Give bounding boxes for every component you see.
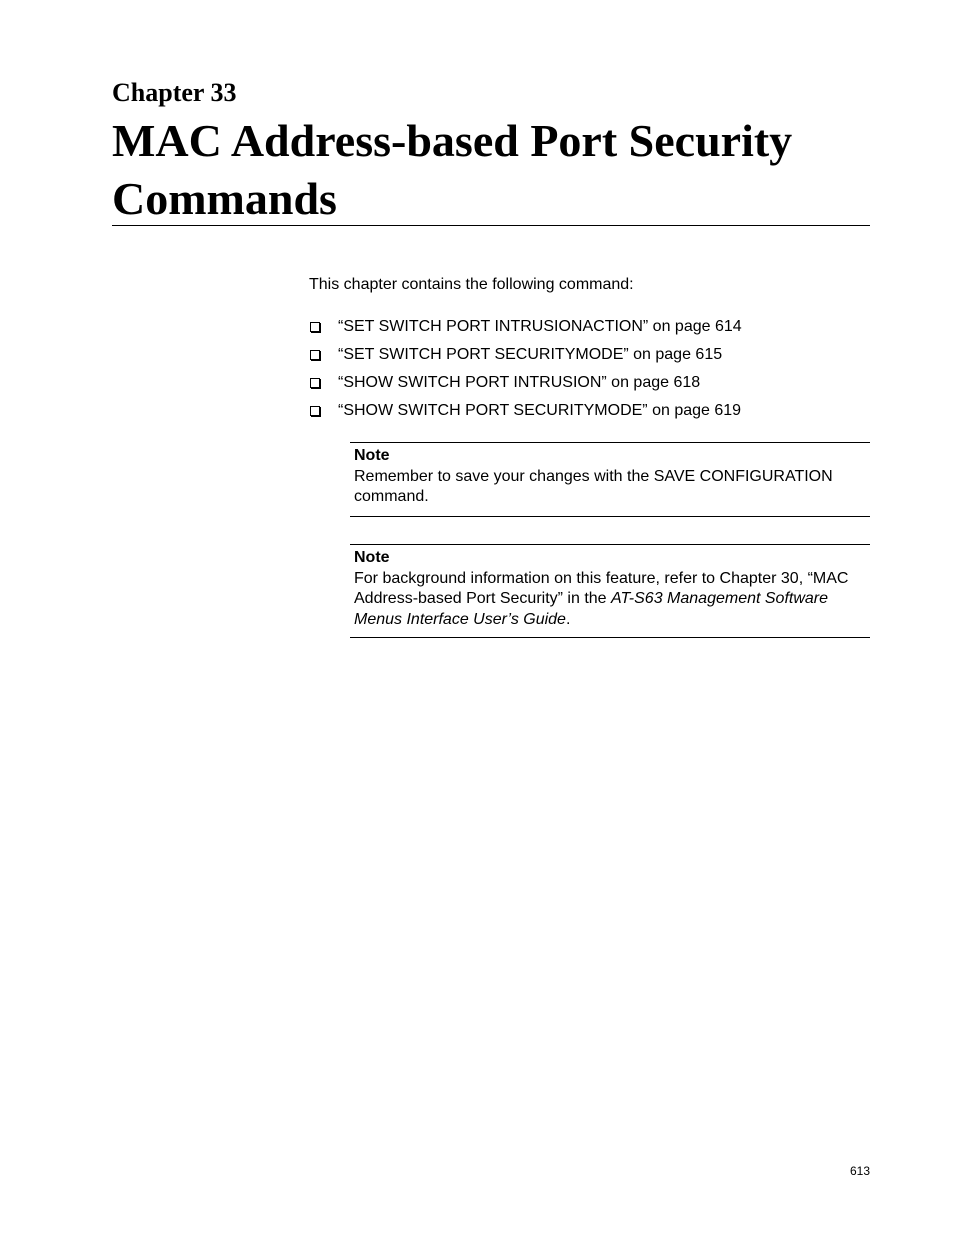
note-heading: Note: [354, 447, 390, 464]
note-body-suffix: .: [565, 610, 571, 628]
note-body: Remember to save your changes with the SAVE CONFIGURATION command.: [354, 467, 833, 505]
intro-text: This chapter contains the following command:: [309, 276, 634, 293]
checkbox-icon: [310, 322, 320, 332]
guide-title: AT-S63 Management Software Menus Interface User’s Guide: [354, 590, 829, 628]
command-list: [309, 313, 742, 425]
chapter-title: [112, 112, 872, 228]
command-link[interactable]: “SET SWITCH PORT INTRUSIONACTION” on page 614: [338, 318, 742, 335]
page-number: 613: [849, 1164, 870, 1178]
title-divider: [112, 225, 870, 226]
checkbox-icon: [310, 406, 320, 416]
note-heading: Note: [354, 549, 390, 566]
note-background-info: [350, 544, 870, 638]
command-link[interactable]: “SHOW SWITCH PORT INTRUSION” on page 618: [338, 374, 701, 391]
list-item: [309, 369, 742, 397]
checkbox-icon: [310, 350, 320, 360]
list-item: [309, 397, 742, 425]
command-link[interactable]: “SET SWITCH PORT SECURITYMODE” on page 615: [338, 346, 723, 363]
note-body-prefix: For background information on this feature, refer to Chapter 30, “MAC Address-based Port Security” in the: [354, 569, 849, 607]
note-body: [354, 570, 848, 628]
checkbox-icon: [310, 378, 320, 388]
note-save-config: [350, 442, 870, 517]
chapter-title-line1: MAC Address-based Port Security: [112, 115, 793, 166]
list-item: [309, 313, 742, 341]
list-item: [309, 341, 742, 369]
command-link[interactable]: “SHOW SWITCH PORT SECURITYMODE” on page 619: [338, 402, 742, 419]
chapter-label: Chapter 33: [112, 78, 237, 107]
chapter-title-line2: Commands: [112, 173, 337, 224]
